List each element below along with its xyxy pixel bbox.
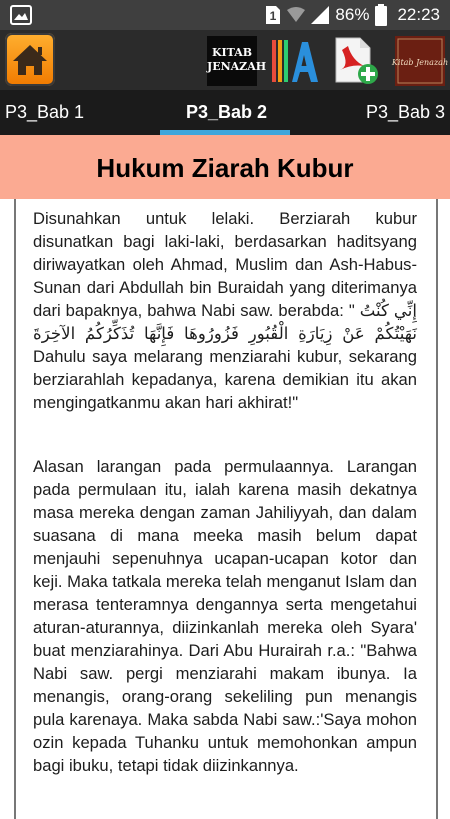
app-logo-icon[interactable] — [391, 36, 449, 86]
home-icon — [5, 33, 55, 86]
pdf-add-icon[interactable] — [330, 36, 380, 86]
home-button[interactable] — [5, 33, 55, 86]
svg-text:Kitab Jenazah: Kitab Jenazah — [391, 58, 449, 67]
image-notification-icon — [10, 5, 32, 25]
title-band — [0, 135, 450, 199]
page-title: Hukum Ziarah Kubur — [96, 153, 354, 183]
kitab-jenazah-logo[interactable]: KITAB JENAZAH — [207, 36, 257, 86]
tab-p3-bab-2[interactable]: P3_Bab 2 — [186, 102, 268, 122]
content-area[interactable] — [0, 199, 450, 800]
battery-percent: 86% — [335, 5, 370, 24]
sim-icon — [265, 5, 281, 25]
clock: 22:23 — [397, 5, 440, 24]
status-icons — [265, 0, 440, 30]
sim-number: 1 — [270, 9, 277, 23]
paragraph: Disunahkan untuk lelaki. Berziarah kubur disunatkan bagi laki-laki, berdasarkan haditsyang diriwayatkan oleh Ahmad, Muslim dan Ash-Habus-Sunan dari Abdullah bin Buraidah yang diterimanya dari bapaknya, bahwa Nabi saw. berabda: " إِنِّي كُنْتُ نَهَيْتُكُمْ عَنْ زِيَارَةِ الْقُبُورِ فَزُورُوهَا فَإِنَّهَا تُذَكِّرُكُمُ الآخِرَةَ Dahulu saya melarang menziarahi kubur, sekarang berziarahlah kepadanya, karena demikian itu akan mengingatkanmu akan hari akhirat!" — [33, 209, 417, 412]
font-size-icon[interactable] — [268, 36, 318, 86]
signal-icon — [311, 5, 329, 25]
tab-p3-bab-1[interactable]: P3_Bab 1 — [5, 102, 85, 122]
paragraph: Alasan larangan pada permulaannya. Larangan pada permulaan itu, ialah karena masih dekatnya masa mereka dengan zaman Jahiliyyah, dan dalam suasana di mana meeka masih belum dapat menjauhi sepenuhnya ucapan-ucapan kotor dan keji. Maka tatkala mereka telah menganut Islam dan merasa tenteramnya dengannya serta mengetahui aturan-aturannya, diizinkanlah mereka oleh Syara' buat menziarahinya. Dari Abu Hurairah r.a.: "Bahwa Nabi saw. pergi menziarahi makam ibunya. Ia menangis, orang-orang sekeliling pun menangis pula karenaya. Maka sabda Nabi saw.:'Saya mohon ozin kepada Tuhanku untuk memohonkan ampun bagi ibuku, tetapi tidak diizinkannya. — [33, 457, 417, 775]
battery-icon — [375, 4, 387, 26]
tab-p3-bab-3[interactable]: P3_Bab 3 — [366, 102, 446, 122]
wifi-icon — [287, 5, 305, 25]
tab-bar — [0, 90, 450, 135]
status-bar — [0, 0, 450, 30]
toolbar — [0, 30, 450, 90]
